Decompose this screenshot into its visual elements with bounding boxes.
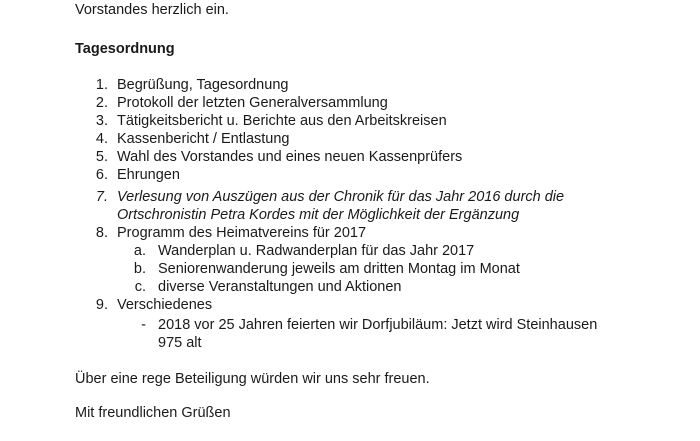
agenda-item-8b-letter: b. — [133, 261, 146, 277]
agenda-item-8-text: Programm des Heimatvereins für 2017 — [117, 225, 367, 241]
agenda-item-8-number: 8. — [95, 225, 108, 241]
agenda-item-7-text-line2: Ortschronistin Petra Kordes mit der Möglichkeit der Ergänzung — [117, 207, 520, 223]
agenda-item-5-number: 5. — [95, 149, 108, 165]
intro-tail-text: Vorstandes herzlich ein. — [75, 2, 229, 18]
greeting-line: Mit freundlichen Grüßen — [75, 405, 231, 421]
agenda-item-8a-letter: a. — [133, 243, 146, 259]
agenda-item-8c-letter: c. — [134, 279, 146, 295]
agenda-item-3-number: 3. — [95, 113, 108, 129]
agenda-item-9-sub-text-line2: 975 alt — [158, 335, 202, 351]
agenda-item-4-number: 4. — [95, 131, 108, 147]
agenda-item-6-text: Ehrungen — [117, 167, 180, 183]
agenda-item-9-dash: - — [141, 317, 146, 333]
agenda-item-6-number: 6. — [95, 167, 108, 183]
agenda-item-4-text: Kassenbericht / Entlastung — [117, 131, 290, 147]
agenda-item-7-text-line1: Verlesung von Auszügen aus der Chronik für das Jahr 2016 durch die — [117, 189, 565, 205]
agenda-item-5-text: Wahl des Vorstandes und eines neuen Kassenprüfers — [117, 149, 463, 165]
agenda-item-2-number: 2. — [95, 95, 108, 111]
agenda-item-9-text: Verschiedenes — [117, 297, 213, 313]
agenda-item-7-number: 7. — [95, 189, 108, 205]
agenda-item-1-text: Begrüßung, Tagesordnung — [117, 77, 289, 93]
agenda-item-9-number: 9. — [95, 297, 108, 313]
agenda-item-9-sub-text-line1: 2018 vor 25 Jahren feierten wir Dorfjubiläum: Jetzt wird Steinhausen — [158, 317, 598, 333]
closing-line: Über eine rege Beteiligung würden wir uns sehr freuen. — [75, 371, 430, 387]
agenda-item-8a-text: Wanderplan u. Radwanderplan für das Jahr 2017 — [158, 243, 475, 259]
agenda-item-1-number: 1. — [95, 77, 108, 93]
agenda-heading: Tagesordnung — [75, 41, 175, 57]
agenda-item-8b-text: Seniorenwanderung jeweils am dritten Montag im Monat — [158, 261, 520, 277]
agenda-item-3-text: Tätigkeitsbericht u. Berichte aus den Arbeitskreisen — [117, 113, 447, 129]
agenda-item-8c-text: diverse Veranstaltungen und Aktionen — [158, 279, 402, 295]
agenda-item-2-text: Protokoll der letzten Generalversammlung — [117, 95, 388, 111]
